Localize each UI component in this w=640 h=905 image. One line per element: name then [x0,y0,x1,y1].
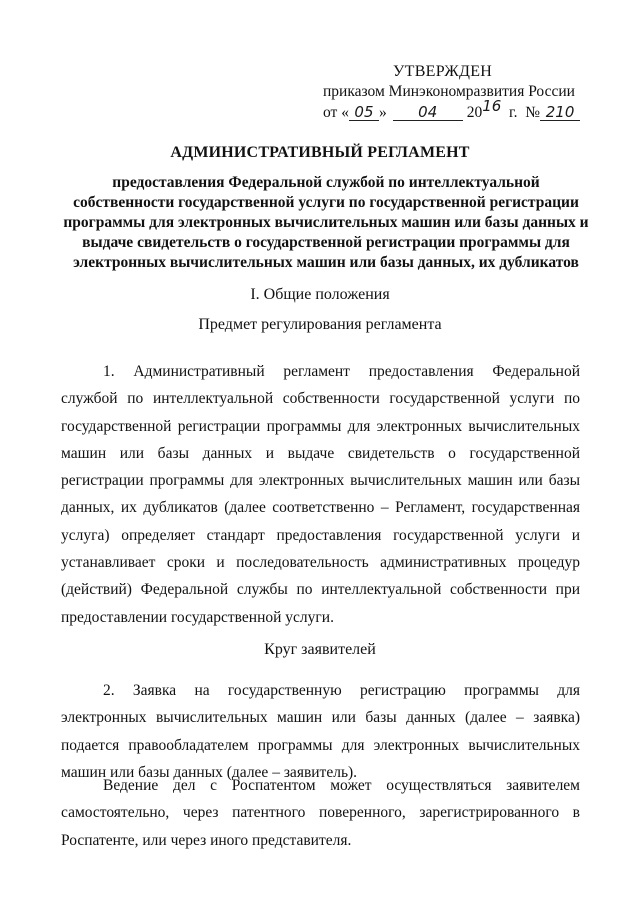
paragraph-2: 2. Заявка на государственную регистрацию программы для электронных вычислительных машин или базы данных (далее – заявка) подается правообладателем программы для электронных вычислительных машин или базы данных (далее – заявитель). [61,682,580,781]
order-number: 210 [540,104,580,121]
order-month: 04 [393,104,463,121]
subsection-heading-subject: Предмет регулирования регламента [198,316,442,333]
subsection-heading-applicants: Круг заявителей [264,641,376,658]
section-heading-general: I. Общие положения [250,286,390,303]
year-prefix: 20 [466,104,483,121]
order-day: 05 [349,104,379,121]
document-title: АДМИНИСТРАТИВНЫЙ РЕГЛАМЕНТ [170,144,470,161]
order-authority: приказом Минэкономразвития России [323,83,575,100]
year-abbrev: г. [509,104,518,121]
date-quote-close: » [378,104,387,121]
document-subtitle: предоставления Федеральной службой по интеллектуальной собственности государственной услуги по государственной регистрации программы для электронных вычислительных машин или базы данных и выдаче свидетельств о государственной регистрации программы для электронных вычислительных машин или базы данных, их дубликатов [63,174,589,271]
order-year-handwritten: 16 [482,97,502,115]
paragraph-1: 1. Административный регламент предоставления Федеральной службой по интеллектуальной собственности государственной услуги по государственной регистрации программы для электронных вычислительных машин или базы данных и выдаче свидетельств о государственной регистрации программы для электронных вычислительных машин или базы данных, их дубликатов (далее соответственно – Регламент, государственная услуга) определяет стандарт предоставления государственной услуги и устанавливает сроки и последовательность административных процедур (действий) Федеральной службы по интеллектуальной собственности при предоставлении государственной услуги. [61,363,580,626]
date-prefix: от « [323,104,349,121]
number-sign: № [525,104,541,121]
order-date-line [323,97,603,123]
paragraph-3: Ведение дел с Роспатентом может осуществляться заявителем самостоятельно, через патентного поверенного, зарегистрированного в Роспатенте, или через иного представителя. [61,777,580,849]
approved-heading: УТВЕРЖДЕН [393,63,493,80]
approval-block [323,62,603,123]
